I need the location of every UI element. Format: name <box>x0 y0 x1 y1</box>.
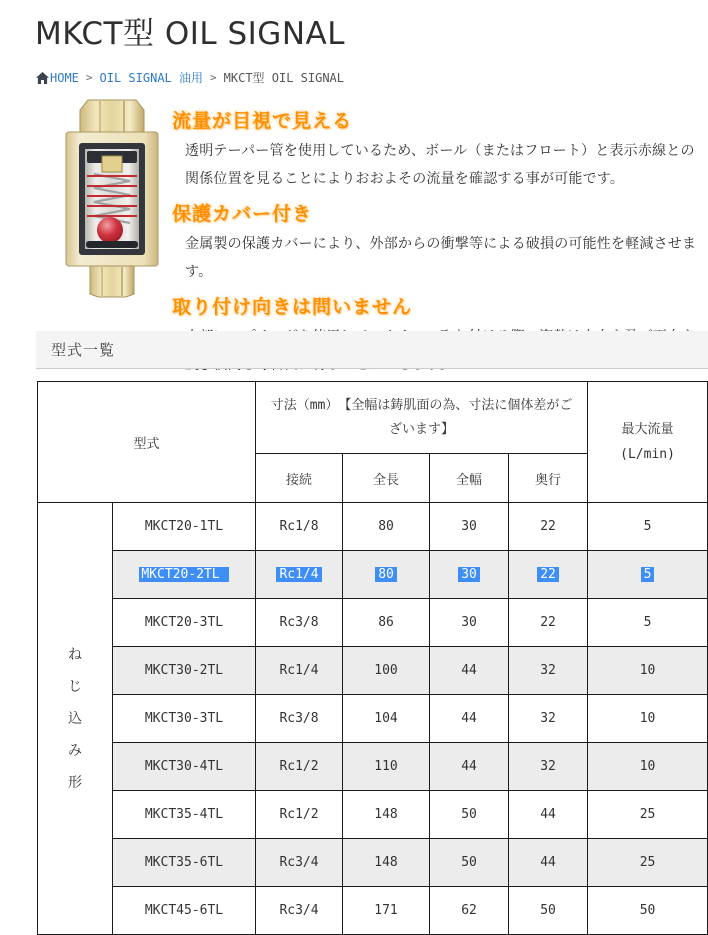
connection-cell: Rc1/4 <box>256 647 343 695</box>
col-header-depth: 奥行 <box>509 454 588 503</box>
model-cell: MKCT20-2TL <box>113 551 256 599</box>
table-row[interactable] <box>38 743 708 791</box>
feature-item <box>172 106 704 193</box>
flow-cell: 25 <box>588 839 708 887</box>
connection-cell: Rc3/8 <box>256 695 343 743</box>
model-cell: MKCT20-3TL <box>113 599 256 647</box>
flow-cell: 5 <box>588 551 708 599</box>
width-cell: 50 <box>430 791 509 839</box>
product-image <box>42 98 182 298</box>
width-cell: 62 <box>430 887 509 935</box>
length-cell: 104 <box>343 695 430 743</box>
breadcrumb-separator: > <box>210 71 217 84</box>
flow-cell: 10 <box>588 647 708 695</box>
feature-heading: 保護カバー付き <box>172 203 313 225</box>
depth-cell: 32 <box>509 647 588 695</box>
flow-cell: 10 <box>588 695 708 743</box>
feature-body: 金属製の保護カバーにより、外部からの衝撃等による破損の可能性を軽減させます。 <box>185 236 697 280</box>
table-row[interactable] <box>38 839 708 887</box>
feature-item <box>172 199 704 286</box>
depth-cell: 32 <box>509 743 588 791</box>
feature-heading: 取り付け向きは問いません <box>172 296 413 318</box>
feature-body: 透明テーパー管を使用しているため、ボール（またはフロート）と表示赤線との関係位置を見ることによりおおよその流量を確認する事が可能です。 <box>185 143 695 187</box>
width-cell: 50 <box>430 839 509 887</box>
flow-cell: 10 <box>588 743 708 791</box>
width-cell: 44 <box>430 695 509 743</box>
connection-cell: Rc1/2 <box>256 743 343 791</box>
width-cell: 30 <box>430 551 509 599</box>
length-cell: 171 <box>343 887 430 935</box>
table-row[interactable] <box>38 791 708 839</box>
group-label-cell: ね じ 込 み 形 <box>38 503 113 935</box>
connection-cell: Rc3/8 <box>256 599 343 647</box>
model-spec-table <box>37 381 708 935</box>
depth-cell: 22 <box>509 599 588 647</box>
table-row[interactable] <box>38 503 708 551</box>
flow-cell: 5 <box>588 503 708 551</box>
connection-cell: Rc3/4 <box>256 887 343 935</box>
model-cell: MKCT35-6TL <box>113 839 256 887</box>
depth-cell: 44 <box>509 839 588 887</box>
model-cell: MKCT30-3TL <box>113 695 256 743</box>
length-cell: 110 <box>343 743 430 791</box>
model-cell: MKCT45-6TL <box>113 887 256 935</box>
breadcrumb-category-link[interactable]: OIL SIGNAL 油用 <box>99 71 204 85</box>
page-title: MKCT型 OIL SIGNAL <box>35 16 345 52</box>
max-flow-label: 最大流量 <box>621 422 674 437</box>
model-cell: MKCT30-4TL <box>113 743 256 791</box>
length-cell: 100 <box>343 647 430 695</box>
depth-cell: 22 <box>509 503 588 551</box>
width-cell: 44 <box>430 647 509 695</box>
col-header-connection: 接続 <box>256 454 343 503</box>
model-cell: MKCT35-4TL <box>113 791 256 839</box>
length-cell: 148 <box>343 791 430 839</box>
breadcrumb-separator: > <box>85 71 93 84</box>
feature-heading: 流量が目視で見える <box>172 110 353 132</box>
depth-cell: 22 <box>509 551 588 599</box>
table-row[interactable] <box>38 551 708 599</box>
length-cell: 80 <box>343 551 430 599</box>
width-cell: 30 <box>430 599 509 647</box>
section-title: 型式一覧 <box>51 341 116 359</box>
max-flow-unit: (L/min) <box>620 447 675 462</box>
length-cell: 148 <box>343 839 430 887</box>
depth-cell: 44 <box>509 791 588 839</box>
connection-cell: Rc1/4 <box>256 551 343 599</box>
width-cell: 30 <box>430 503 509 551</box>
length-cell: 86 <box>343 599 430 647</box>
flow-cell: 25 <box>588 791 708 839</box>
connection-cell: Rc3/4 <box>256 839 343 887</box>
depth-cell: 50 <box>509 887 588 935</box>
depth-cell: 32 <box>509 695 588 743</box>
flow-cell: 5 <box>588 599 708 647</box>
width-cell: 44 <box>430 743 509 791</box>
connection-cell: Rc1/8 <box>256 503 343 551</box>
breadcrumb-home-link[interactable] <box>36 71 79 85</box>
connection-cell: Rc1/2 <box>256 791 343 839</box>
col-header-length: 全長 <box>343 454 430 503</box>
length-cell: 80 <box>343 503 430 551</box>
breadcrumb-home-label: HOME <box>50 70 79 85</box>
col-header-dimensions: 寸法（mm） 【全幅は鋳肌面の為、寸法に個体差がございます】 <box>256 382 588 454</box>
section-header <box>36 331 708 369</box>
col-header-model: 型式 <box>38 382 256 503</box>
table-row[interactable] <box>38 695 708 743</box>
table-row[interactable] <box>38 887 708 935</box>
model-cell: MKCT30-2TL <box>113 647 256 695</box>
model-cell: MKCT20-1TL <box>113 503 256 551</box>
table-row[interactable] <box>38 599 708 647</box>
home-icon <box>36 72 49 84</box>
col-header-max-flow <box>588 382 708 503</box>
col-header-width: 全幅 <box>430 454 509 503</box>
flow-cell: 50 <box>588 887 708 935</box>
breadcrumb <box>36 69 344 86</box>
table-row[interactable] <box>38 647 708 695</box>
breadcrumb-current: MKCT型 OIL SIGNAL <box>223 71 345 85</box>
